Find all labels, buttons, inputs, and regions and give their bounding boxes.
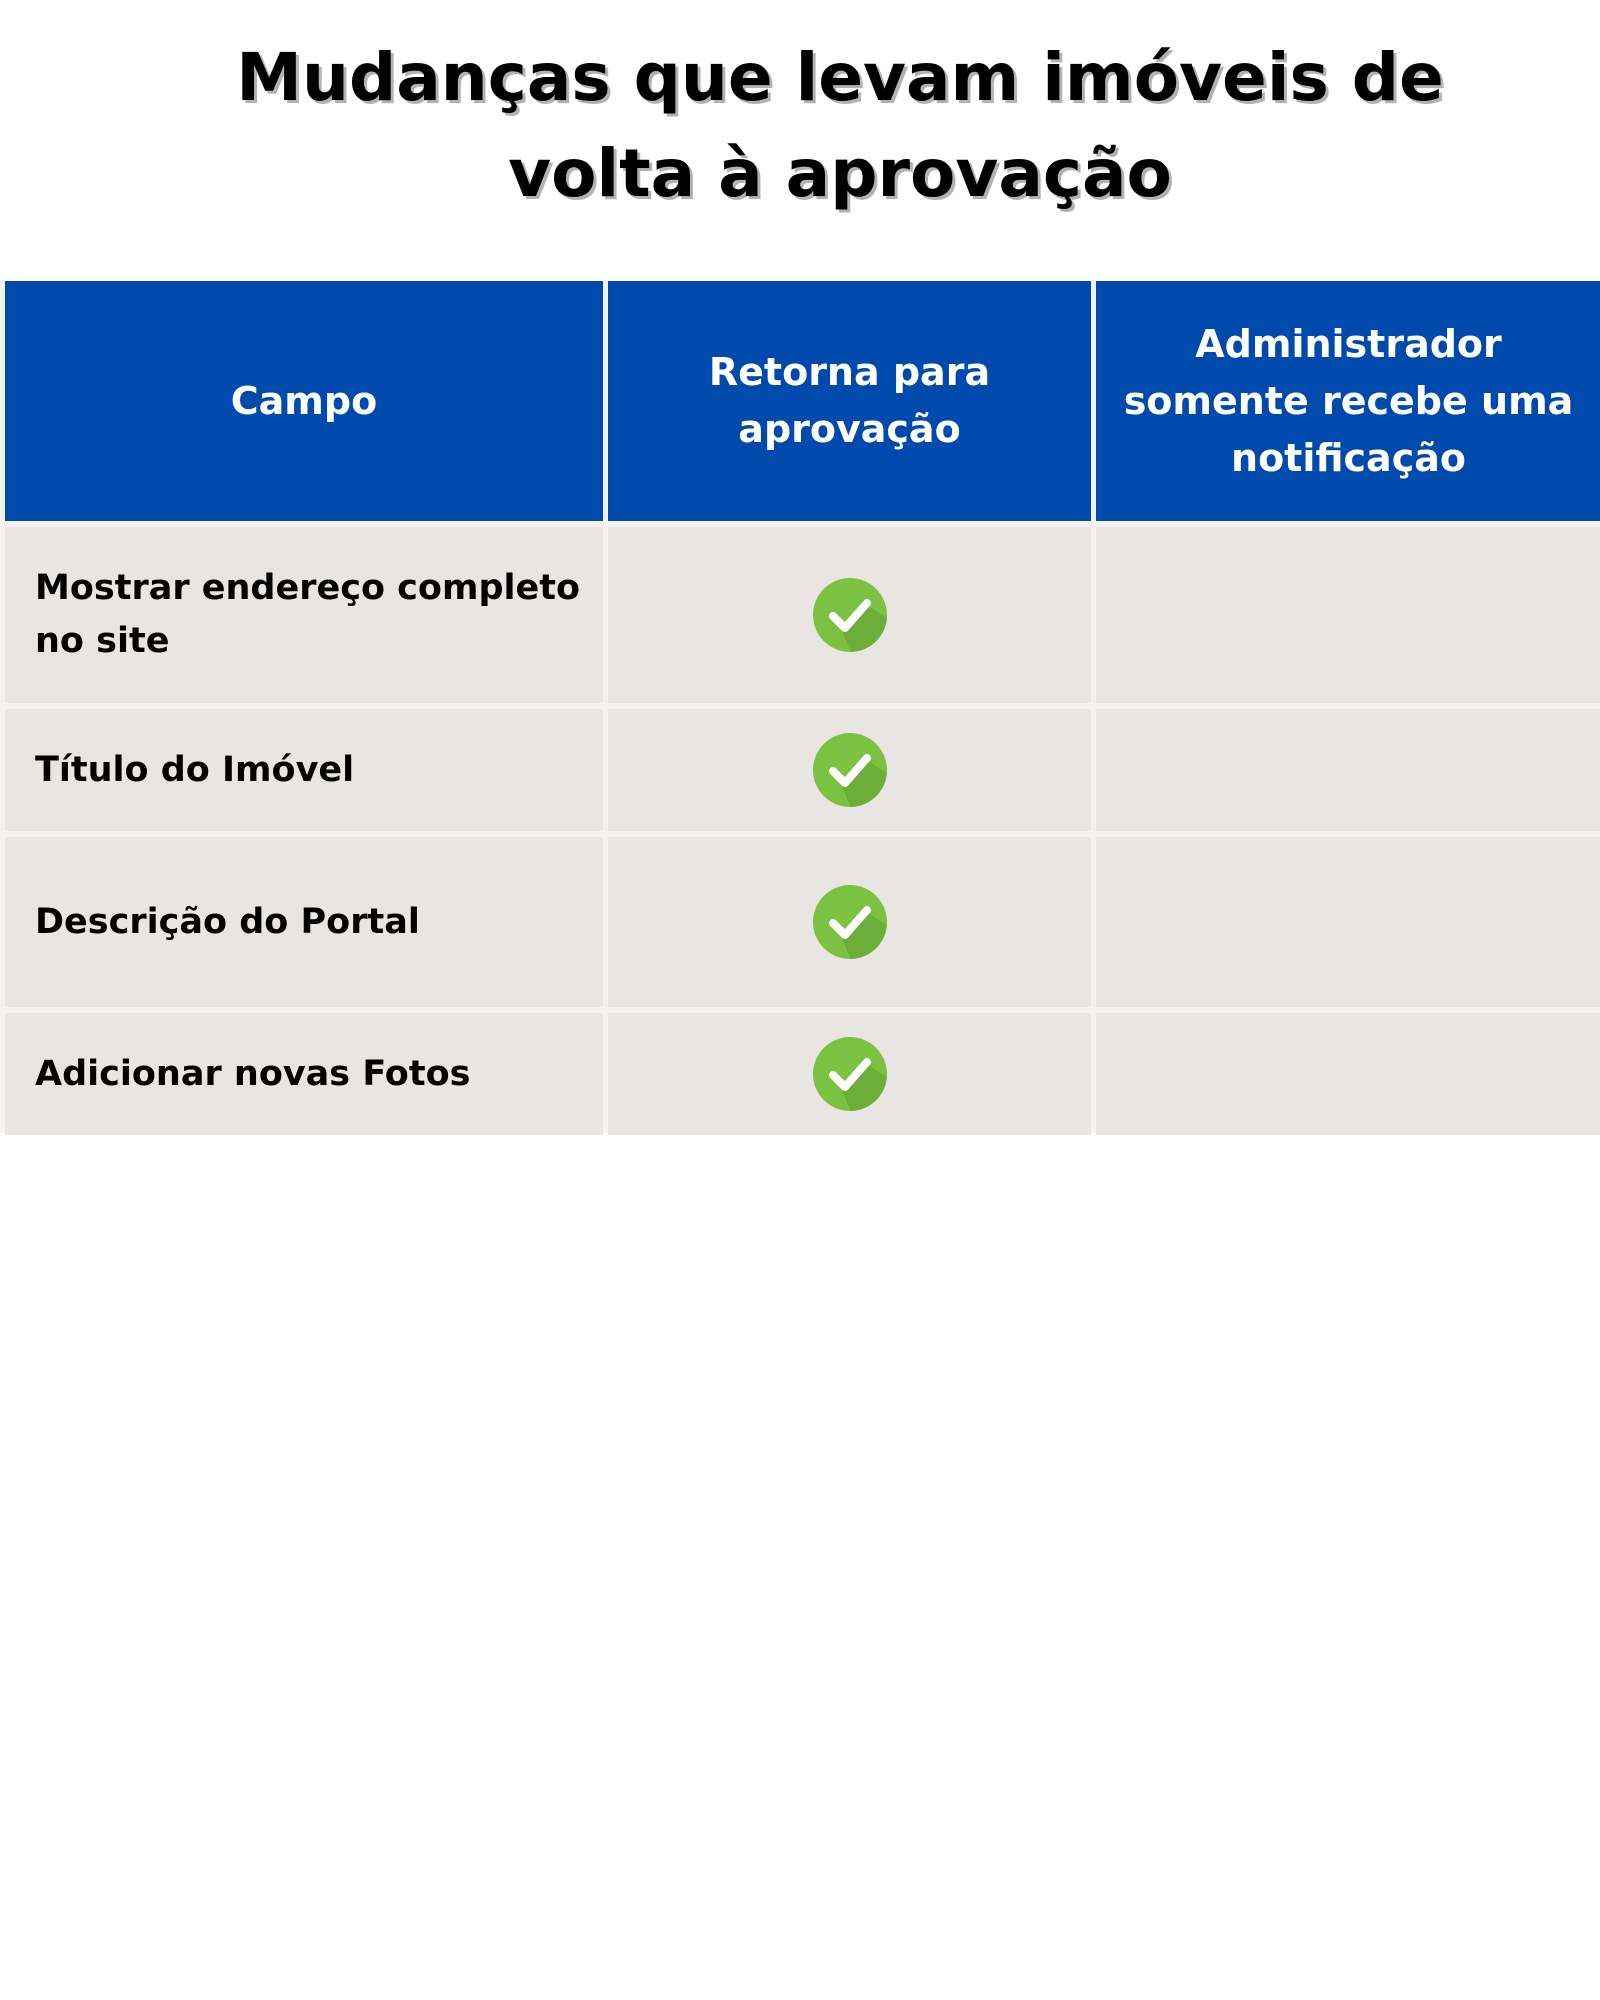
header-retorna-para-aprovacao: Retorna para aprovação (608, 281, 1091, 521)
retorna-cell (608, 837, 1091, 1007)
row-label: Adicionar novas Fotos (5, 1013, 603, 1135)
page-title (0, 30, 1600, 222)
retorna-cell (608, 1013, 1091, 1135)
notificacao-cell (1096, 709, 1600, 831)
check-circle-icon (813, 885, 887, 959)
notificacao-cell (1096, 837, 1600, 1007)
check-circle-icon (813, 1037, 887, 1111)
page-title-line-2: volta à aprovação (508, 135, 1172, 212)
header-campo: Campo (5, 281, 603, 521)
row-label: Título do Imóvel (5, 709, 603, 831)
retorna-cell (608, 527, 1091, 703)
header-somente-notificacao: Administrador somente recebe uma notificação (1096, 281, 1600, 521)
row-label: Descrição do Portal (5, 837, 603, 1007)
page-title-line-1: Mudanças que levam imóveis de (236, 39, 1444, 116)
check-circle-icon (813, 578, 887, 652)
approval-table (0, 281, 1600, 1133)
notificacao-cell (1096, 527, 1600, 703)
check-circle-icon (813, 733, 887, 807)
retorna-cell (608, 709, 1091, 831)
row-label: Mostrar endereço completo no site (5, 527, 603, 703)
notificacao-cell (1096, 1013, 1600, 1135)
